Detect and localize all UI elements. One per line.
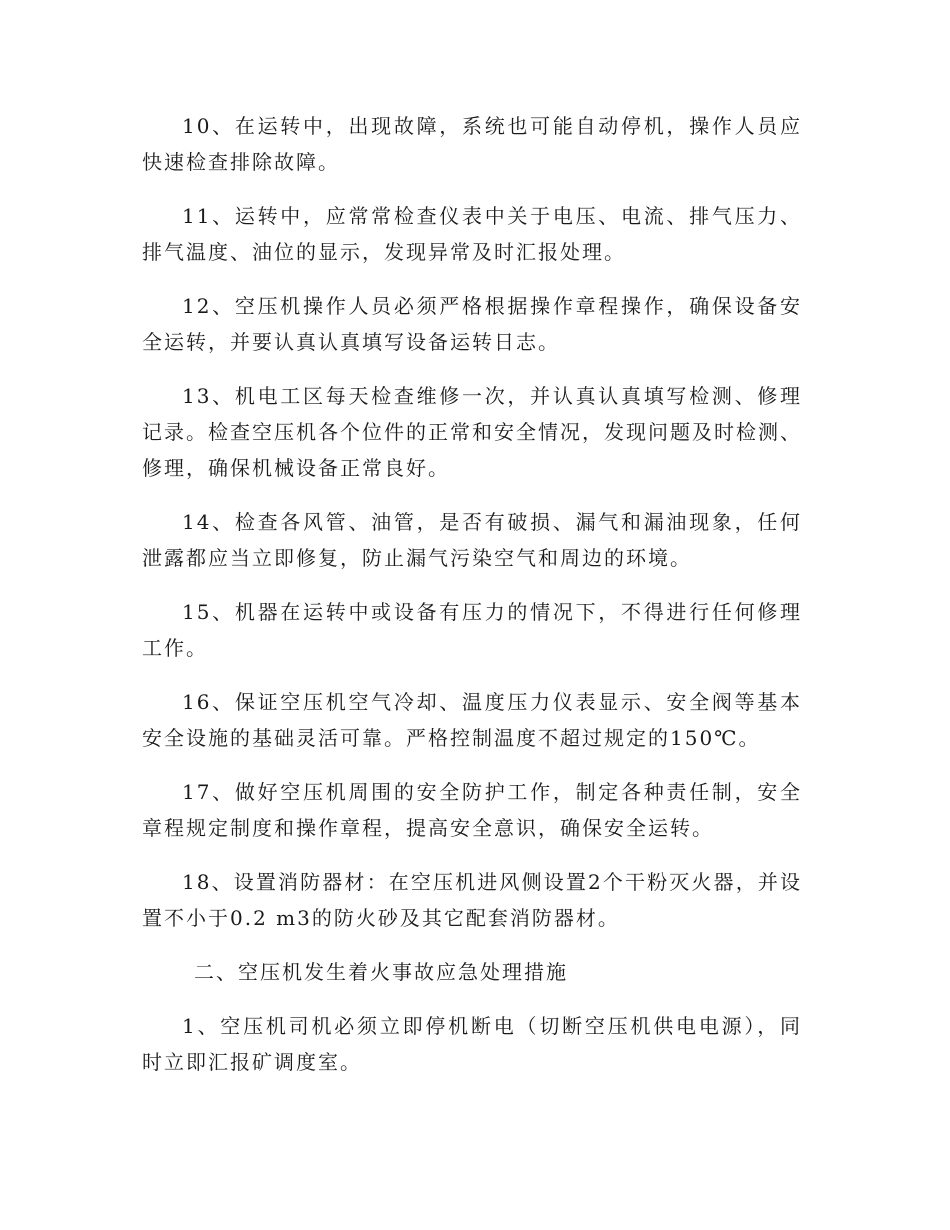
- paragraph-item-12: 12、空压机操作人员必须严格根据操作章程操作，确保设备安全运转，并要认真认真填写设备运转日志。: [142, 294, 802, 354]
- paragraph-item-15: 15、机器在运转中或设备有压力的情况下，不得进行任何修理工作。: [142, 600, 802, 660]
- paragraph-item-13: 13、机电工区每天检查维修一次，并认真认真填写检测、修理记录。检查空压机各个位件的正常和安全情况，发现问题及时检测、修理，确保机械设备正常良好。: [142, 384, 802, 480]
- paragraph-item-18: 18、设置消防器材：在空压机进风侧设置2个干粉灭火器，并设置不小于0.2 m3的防火砂及其它配套消防器材。: [142, 870, 802, 930]
- section-paragraph-item-1: 1、空压机司机必须立即停机断电（切断空压机供电电源），同时立即汇报矿调度室。: [142, 1014, 802, 1074]
- paragraph-item-10: 10、在运转中，出现故障，系统也可能自动停机，操作人员应快速检查排除故障。: [142, 114, 802, 174]
- section-heading: 二、空压机发生着火事故应急处理措施: [194, 960, 568, 984]
- document-page: [142, 108, 802, 1098]
- paragraph-item-14: 14、检查各风管、油管，是否有破损、漏气和漏油现象，任何泄露都应当立即修复，防止漏气污染空气和周边的环境。: [142, 510, 802, 570]
- paragraph-item-11: 11、运转中，应常常检查仪表中关于电压、电流、排气压力、排气温度、油位的显示，发现异常及时汇报处理。: [142, 204, 802, 264]
- paragraph-item-16: 16、保证空压机空气冷却、温度压力仪表显示、安全阀等基本安全设施的基础灵活可靠。严格控制温度不超过规定的150℃。: [142, 690, 802, 750]
- paragraph-item-17: 17、做好空压机周围的安全防护工作，制定各种责任制，安全章程规定制度和操作章程，提高安全意识，确保安全运转。: [142, 780, 802, 840]
